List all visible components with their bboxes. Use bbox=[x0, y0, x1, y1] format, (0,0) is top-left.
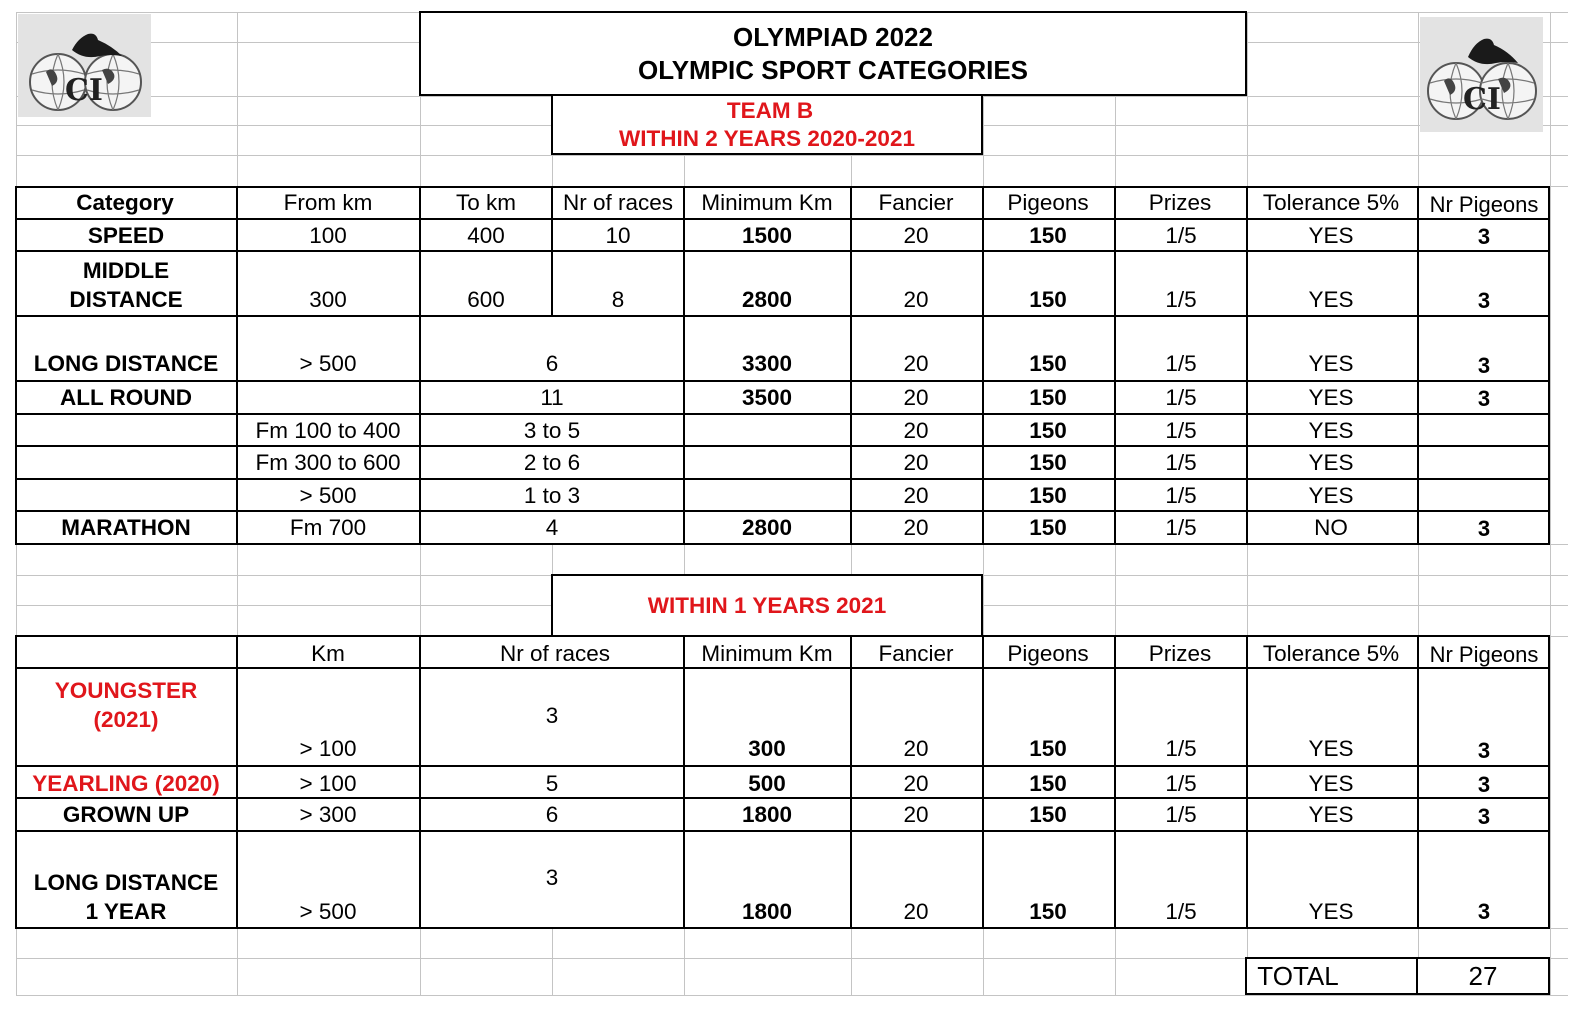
row-sub3-races: 1 to 3 bbox=[523, 482, 581, 508]
row-long1-km: > 500 bbox=[299, 898, 357, 924]
row-sub3-tolerance: YES bbox=[1308, 482, 1354, 508]
row-speed-pigeons: 150 bbox=[1029, 222, 1067, 248]
row-sub2-tolerance: YES bbox=[1308, 449, 1354, 475]
row-grownup-races: 6 bbox=[545, 801, 559, 827]
col-header-prizes: Prizes bbox=[1148, 189, 1212, 215]
row-middle-to: 600 bbox=[467, 286, 505, 312]
row-middle-pigeons: 150 bbox=[1029, 286, 1067, 312]
row-yearling-min: 500 bbox=[748, 770, 786, 796]
row-grownup-prizes: 1/5 bbox=[1165, 801, 1197, 827]
row-long1-category-2: 1 YEAR bbox=[85, 898, 167, 924]
row-yearling-fancier: 20 bbox=[903, 770, 929, 796]
section2-title: WITHIN 1 YEARS 2021 bbox=[647, 592, 887, 618]
row-allround-tolerance: YES bbox=[1308, 384, 1354, 410]
row-sub2-from: Fm 300 to 600 bbox=[255, 449, 401, 475]
row-allround-prizes: 1/5 bbox=[1165, 384, 1197, 410]
total-value: 27 bbox=[1468, 961, 1498, 991]
title-line1: OLYMPIAD 2022 bbox=[733, 22, 933, 52]
row-long-fancier: 20 bbox=[903, 350, 929, 376]
t2-header-nr-pigeons: Nr Pigeons bbox=[1429, 642, 1539, 667]
row-marathon-races: 4 bbox=[545, 514, 559, 540]
row-sub1-races: 3 to 5 bbox=[523, 417, 581, 443]
row-sub1-prizes: 1/5 bbox=[1165, 417, 1197, 443]
row-marathon-category: MARATHON bbox=[61, 514, 191, 540]
row-long-prizes: 1/5 bbox=[1165, 350, 1197, 376]
row-grownup-min: 1800 bbox=[741, 801, 793, 827]
row-yearling-nr-pigeons: 3 bbox=[1477, 772, 1491, 797]
t2-header-tolerance: Tolerance 5% bbox=[1262, 640, 1400, 666]
row-middle-nr-pigeons: 3 bbox=[1477, 288, 1491, 313]
row-middle-min: 2800 bbox=[741, 286, 793, 312]
row-youngster-category-2: (2021) bbox=[93, 706, 159, 732]
row-sub3-pigeons: 150 bbox=[1029, 482, 1067, 508]
row-speed-tolerance: YES bbox=[1308, 222, 1354, 248]
row-long1-pigeons: 150 bbox=[1029, 898, 1067, 924]
col-header-fancier: Fancier bbox=[878, 189, 954, 215]
row-marathon-pigeons: 150 bbox=[1029, 514, 1067, 540]
col-header-to-km: To km bbox=[455, 189, 517, 215]
row-middle-races: 8 bbox=[611, 286, 625, 312]
row-long1-min: 1800 bbox=[741, 898, 793, 924]
row-grownup-category: GROWN UP bbox=[62, 801, 190, 827]
svg-text:CI: CI bbox=[65, 73, 103, 108]
t2-header-prizes: Prizes bbox=[1148, 640, 1212, 666]
row-yearling-prizes: 1/5 bbox=[1165, 770, 1197, 796]
row-long-nr-pigeons: 3 bbox=[1477, 353, 1491, 378]
row-yearling-pigeons: 150 bbox=[1029, 770, 1067, 796]
row-middle-category-2: DISTANCE bbox=[69, 286, 183, 312]
team-label: TEAM B bbox=[726, 97, 814, 123]
row-sub3-prizes: 1/5 bbox=[1165, 482, 1197, 508]
col-header-nr-pigeons: Nr Pigeons bbox=[1429, 192, 1539, 217]
t2-header-nr-races: Nr of races bbox=[499, 640, 611, 666]
row-youngster-prizes: 1/5 bbox=[1165, 735, 1197, 761]
row-speed-prizes: 1/5 bbox=[1165, 222, 1197, 248]
row-yearling-races: 5 bbox=[545, 770, 559, 796]
row-youngster-fancier: 20 bbox=[903, 735, 929, 761]
row-middle-fancier: 20 bbox=[903, 286, 929, 312]
row-allround-pigeons: 150 bbox=[1029, 384, 1067, 410]
col-header-nr-races: Nr of races bbox=[562, 189, 674, 215]
row-long-from: > 500 bbox=[299, 350, 357, 376]
row-yearling-category: YEARLING (2020) bbox=[32, 770, 220, 796]
row-middle-from: 300 bbox=[309, 286, 347, 312]
logo-right bbox=[1420, 17, 1543, 132]
col-header-from-km: From km bbox=[283, 189, 373, 215]
row-marathon-tolerance: NO bbox=[1314, 514, 1348, 540]
row-long1-nr-pigeons: 3 bbox=[1477, 899, 1491, 924]
row-sub3-fancier: 20 bbox=[903, 482, 929, 508]
row-yearling-tolerance: YES bbox=[1308, 770, 1354, 796]
row-allround-category: ALL ROUND bbox=[59, 384, 193, 410]
row-allround-min: 3500 bbox=[741, 384, 793, 410]
row-sub1-pigeons: 150 bbox=[1029, 417, 1067, 443]
row-speed-races: 10 bbox=[605, 222, 631, 248]
row-allround-fancier: 20 bbox=[903, 384, 929, 410]
row-long1-fancier: 20 bbox=[903, 898, 929, 924]
row-youngster-min: 300 bbox=[748, 735, 786, 761]
logo-left bbox=[18, 14, 151, 117]
total-divider bbox=[1416, 957, 1418, 995]
row-grownup-pigeons: 150 bbox=[1029, 801, 1067, 827]
svg-text:CI: CI bbox=[1463, 82, 1501, 117]
row-speed-fancier: 20 bbox=[903, 222, 929, 248]
row-grownup-km: > 300 bbox=[299, 801, 357, 827]
row-grownup-fancier: 20 bbox=[903, 801, 929, 827]
row-marathon-fancier: 20 bbox=[903, 514, 929, 540]
row-speed-nr-pigeons: 3 bbox=[1477, 224, 1491, 249]
row-speed-to: 400 bbox=[467, 222, 505, 248]
row-long1-tolerance: YES bbox=[1308, 898, 1354, 924]
row-sub1-fancier: 20 bbox=[903, 417, 929, 443]
team-period: WITHIN 2 YEARS 2020-2021 bbox=[619, 125, 915, 151]
row-grownup-tolerance: YES bbox=[1308, 801, 1354, 827]
row-youngster-races: 3 bbox=[545, 702, 559, 728]
row-long1-races: 3 bbox=[545, 864, 559, 890]
row-long1-prizes: 1/5 bbox=[1165, 898, 1197, 924]
row-speed-category: SPEED bbox=[87, 222, 165, 248]
row-sub1-tolerance: YES bbox=[1308, 417, 1354, 443]
t2-header-fancier: Fancier bbox=[878, 640, 954, 666]
row-speed-from: 100 bbox=[309, 222, 347, 248]
title-line2: OLYMPIC SPORT CATEGORIES bbox=[637, 55, 1029, 85]
row-sub2-pigeons: 150 bbox=[1029, 449, 1067, 475]
row-youngster-nr-pigeons: 3 bbox=[1477, 738, 1491, 763]
col-header-min-km: Minimum Km bbox=[701, 189, 833, 215]
row-yearling-km: > 100 bbox=[299, 770, 357, 796]
row-sub1-from: Fm 100 to 400 bbox=[255, 417, 401, 443]
row-youngster-category-1: YOUNGSTER bbox=[54, 677, 198, 703]
row-sub3-from: > 500 bbox=[299, 482, 357, 508]
row-grownup-nr-pigeons: 3 bbox=[1477, 804, 1491, 829]
col-header-category: Category bbox=[76, 189, 174, 215]
total-label: TOTAL bbox=[1257, 961, 1339, 991]
row-youngster-tolerance: YES bbox=[1308, 735, 1354, 761]
row-youngster-pigeons: 150 bbox=[1029, 735, 1067, 761]
t2-header-min-km: Minimum Km bbox=[701, 640, 833, 666]
row-long-tolerance: YES bbox=[1308, 350, 1354, 376]
row-sub2-fancier: 20 bbox=[903, 449, 929, 475]
row-marathon-nr-pigeons: 3 bbox=[1477, 516, 1491, 541]
col-header-tolerance: Tolerance 5% bbox=[1262, 189, 1400, 215]
row-allround-races: 11 bbox=[540, 384, 564, 410]
t2-header-km: Km bbox=[311, 640, 345, 666]
row-long-category: LONG DISTANCE bbox=[33, 350, 219, 376]
row-sub2-races: 2 to 6 bbox=[523, 449, 581, 475]
row-middle-category-1: MIDDLE bbox=[82, 257, 170, 283]
row-marathon-min: 2800 bbox=[741, 514, 793, 540]
row-middle-prizes: 1/5 bbox=[1165, 286, 1197, 312]
row-long-pigeons: 150 bbox=[1029, 350, 1067, 376]
row-allround-nr-pigeons: 3 bbox=[1477, 386, 1491, 411]
row-youngster-km: > 100 bbox=[299, 735, 357, 761]
row-long-min: 3300 bbox=[741, 350, 793, 376]
row-speed-min: 1500 bbox=[741, 222, 793, 248]
col-header-pigeons: Pigeons bbox=[1007, 189, 1089, 215]
row-marathon-prizes: 1/5 bbox=[1165, 514, 1197, 540]
row-marathon-from: Fm 700 bbox=[289, 514, 367, 540]
row-long-races: 6 bbox=[545, 350, 559, 376]
row-sub2-prizes: 1/5 bbox=[1165, 449, 1197, 475]
row-long1-category-1: LONG DISTANCE bbox=[33, 869, 219, 895]
row-middle-tolerance: YES bbox=[1308, 286, 1354, 312]
t2-header-pigeons: Pigeons bbox=[1007, 640, 1089, 666]
